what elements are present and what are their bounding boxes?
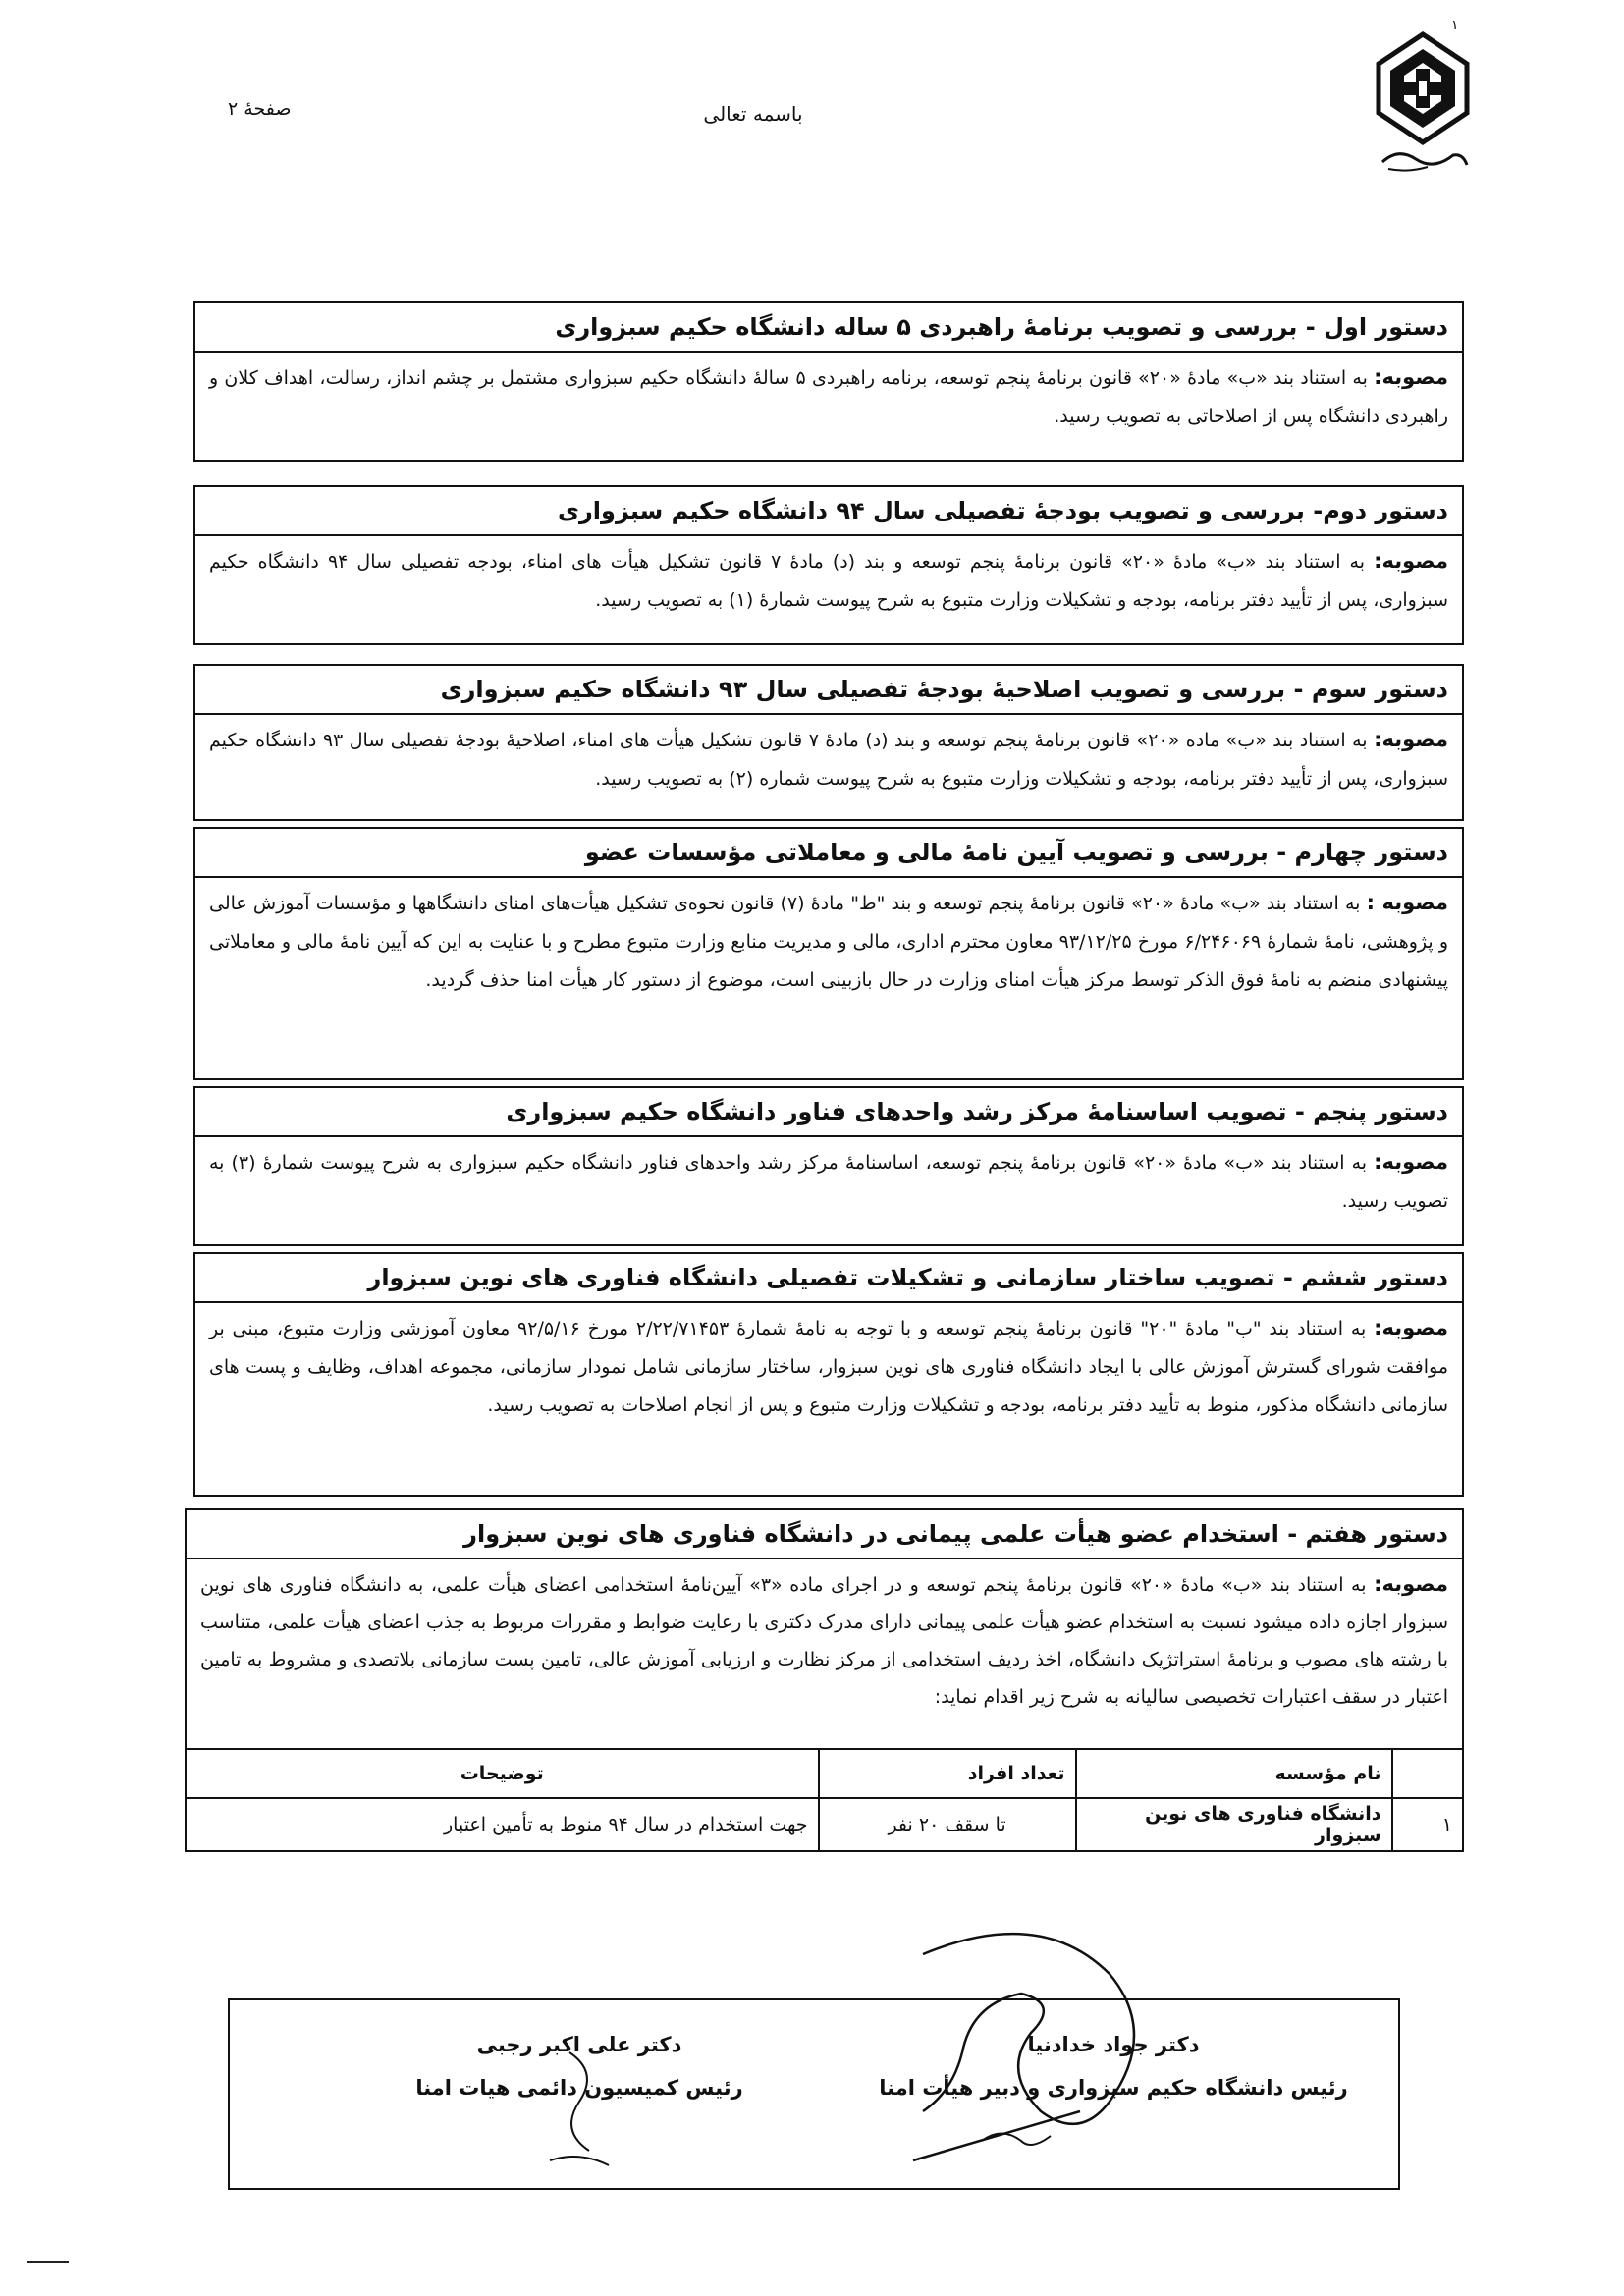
handwritten-signature-left xyxy=(511,2033,668,2180)
agenda-item-resolution xyxy=(195,536,1462,626)
agenda-item-4 xyxy=(193,827,1464,1080)
agenda-item-resolution xyxy=(187,1559,1462,1722)
resolution-text: به استناد بند «ب» مادهٔ «۲۰» قانون برنامهٔ پنجم توسعه و بند (د) مادهٔ ۷ قانون تشکیل هیأت های امناء، بودجه تفصیلی سال ۹۴ دانشگاه حکیم سبزواری، پس از تأیید دفتر برنامه، بودجه و تشکیلات وزارت متبوع به شرح پیوست شمارهٔ (۱) به تصویب رسید. xyxy=(209,551,1448,611)
table-header-cell xyxy=(1392,1749,1463,1798)
agenda-item-3 xyxy=(193,664,1464,821)
table-cell: دانشگاه فناوری های نوین سبزوار xyxy=(1076,1798,1392,1851)
resolution-text: به استناد بند "ب" مادهٔ "۲۰" قانون برنامهٔ پنجم توسعه و با توجه به نامهٔ شمارهٔ ۲/۲۲/۷۱۴۵۳ مورخ ۹۲/۵/۱۶ معاون آموزشی وزارت متبوع، مبنی بر موافقت شورای گسترش آموزش عالی با ایجاد دانشگاه فناوری های نوین سبزوار، ساختار سازمانی شامل نمودار سازمانی، مجموعه اهداف، وظایف و پست های سازمانی دانشگاه مذکور، منوط به تأیید دفتر برنامه، بودجه و تشکیلات وزارت متبوع و پس از انجام اصلاحات به تصویب رسید. xyxy=(209,1318,1448,1416)
corner-mark: ۱ xyxy=(1451,18,1459,33)
resolution-label: مصوبه : xyxy=(1366,891,1448,914)
table-row xyxy=(186,1798,1463,1851)
agenda-item-6 xyxy=(193,1252,1464,1497)
agenda-item-title: دستور ششم - تصویب ساختار سازمانی و تشکیلات تفصیلی دانشگاه فناوری های نوین سبزوار xyxy=(195,1254,1462,1303)
agenda-item-5 xyxy=(193,1086,1464,1246)
resolution-label: مصوبه: xyxy=(1374,365,1448,389)
table-header-row xyxy=(186,1749,1463,1798)
table-cell: جهت استخدام در سال ۹۴ منوط به تأمین اعتبار xyxy=(186,1798,819,1851)
page-number: صفحهٔ ۲ xyxy=(228,98,292,120)
table-cell: تا سقف ۲۰ نفر xyxy=(819,1798,1076,1851)
table-header-cell: نام مؤسسه xyxy=(1076,1749,1392,1798)
institution-table xyxy=(185,1748,1464,1852)
page-edge-mark xyxy=(27,2261,69,2263)
resolution-label: مصوبه: xyxy=(1374,1316,1448,1339)
resolution-label: مصوبه: xyxy=(1374,1150,1448,1174)
signatory-name: دکتر علی اکبر رجبی xyxy=(476,2033,682,2056)
agenda-item-title: دستور هفتم - استخدام عضو هیأت علمی پیمانی در دانشگاه فناوری های نوین سبزوار xyxy=(187,1510,1462,1559)
agenda-item-1 xyxy=(193,301,1464,462)
resolution-text: به استناد بند «ب» مادهٔ «۲۰» قانون برنامهٔ پنجم توسعه، اساسنامهٔ مرکز رشد واحدهای فناور دانشگاه حکیم سبزواری به شرح پیوست شمارهٔ (۳) به تصویب رسید. xyxy=(209,1152,1448,1212)
resolution-text: به استناد بند «ب» مادهٔ «۲۰» قانون برنامهٔ پنجم توسعه، برنامه راهبردی ۵ سالهٔ دانشگاه حکیم سبزواری مشتمل بر چشم انداز، رسالت، اهداف کلان و راهبردی دانشگاه پس از اصلاحاتی به تصویب رسید. xyxy=(209,367,1448,427)
basmala: باسمه تعالی xyxy=(703,102,803,126)
signatory-role: رئیس کمیسیون دائمی هیات امنا xyxy=(415,2076,743,2100)
agenda-item-resolution xyxy=(195,353,1462,442)
agenda-item-title: دستور چهارم - بررسی و تصویب آیین نامهٔ مالی و معاملاتی مؤسسات عضو xyxy=(195,829,1462,878)
resolution-text: به استناد بند «ب» مادهٔ «۲۰» قانون برنامهٔ پنجم توسعه و در اجرای ماده «۳» آیین‌نامهٔ استخدامی اعضای هیأت علمی، به دانشگاه فناوری های نوین سبزوار اجازه داده میشود نسبت به استخدام عضو هیأت علمی پیمانی دارای مدرک دکتری با رعایت ضوابط و مقررات مربوط به جذب اعضای هیأت علمی، متناسب با رشته های مصوب و برنامهٔ استراتژیک دانشگاه، اخذ ردیف استخدامی از مرکز نظارت و ارزیابی آموزش عالی، تامین پست سازمانی بلاتصدی و مشروط به تامین اعتبار در سقف اعتبارات تخصیصی سالیانه به شرح زیر اقدام نماید: xyxy=(200,1574,1448,1708)
university-logo xyxy=(1369,29,1477,177)
resolution-label: مصوبه: xyxy=(1374,549,1448,573)
agenda-item-resolution xyxy=(195,878,1462,1006)
handwritten-signature-right xyxy=(884,1915,1178,2170)
agenda-item-2 xyxy=(193,485,1464,645)
signatory-name: دکتر جواد خدادنیا xyxy=(1027,2033,1200,2056)
table-header-cell: توضیحات xyxy=(186,1749,819,1798)
agenda-item-title: دستور اول - بررسی و تصویب برنامهٔ راهبردی ۵ ساله دانشگاه حکیم سبزواری xyxy=(195,303,1462,353)
agenda-item-title: دستور سوم - بررسی و تصویب اصلاحیهٔ بودجهٔ تفصیلی سال ۹۳ دانشگاه حکیم سبزواری xyxy=(195,666,1462,715)
agenda-item-resolution xyxy=(195,1303,1462,1431)
agenda-item-title: دستور پنجم - تصویب اساسنامهٔ مرکز رشد واحدهای فناور دانشگاه حکیم سبزواری xyxy=(195,1088,1462,1137)
agenda-item-title: دستور دوم- بررسی و تصویب بودجهٔ تفصیلی سال ۹۴ دانشگاه حکیم سبزواری xyxy=(195,487,1462,536)
agenda-item-7 xyxy=(185,1508,1464,1750)
resolution-text: به استناد بند «ب» مادهٔ «۲۰» قانون برنامهٔ پنجم توسعه و بند "ط" مادهٔ (۷) قانون نحوه‌ی تشکیل هیأت‌های امنای دانشگاهها و مؤسسات آموزش عالی و پژوهشی، نامهٔ شمارهٔ ۶/۲۴۶۰۶۹ مورخ ۹۳/۱۲/۲۵ معاون محترم اداری، مالی و مدیریت منابع وزارت متبوع مطرح و با عنایت به این که آیین نامهٔ مالی و معاملاتی پیشنهادی منضم به نامهٔ فوق الذکر توسط مرکز هیأت امنای وزارت در حال بازبینی است، موضوع از دستور کار هیأت امنا حذف گردید. xyxy=(209,893,1449,991)
table-cell: ۱ xyxy=(1392,1798,1463,1851)
table-header-cell: تعداد افراد xyxy=(819,1749,1076,1798)
university-logo-icon xyxy=(1369,29,1477,177)
resolution-text: به استناد بند «ب» ماده «۲۰» قانون برنامهٔ پنجم توسعه و بند (د) مادهٔ ۷ قانون تشکیل هیأت های امناء، اصلاحیهٔ بودجهٔ تفصیلی سال ۹۳ دانشگاه حکیم سبزواری، پس از تأیید دفتر برنامه، بودجه و تشکیلات وزارت متبوع به شرح پیوست شماره (۲) به تصویب رسید. xyxy=(209,730,1448,790)
resolution-label: مصوبه: xyxy=(1374,1572,1448,1596)
agenda-item-resolution xyxy=(195,715,1462,804)
agenda-item-resolution xyxy=(195,1137,1462,1227)
signatory-role: رئیس دانشگاه حکیم سبزواری و دبیر هیأت امنا xyxy=(879,2076,1348,2100)
resolution-label: مصوبه: xyxy=(1374,728,1448,751)
